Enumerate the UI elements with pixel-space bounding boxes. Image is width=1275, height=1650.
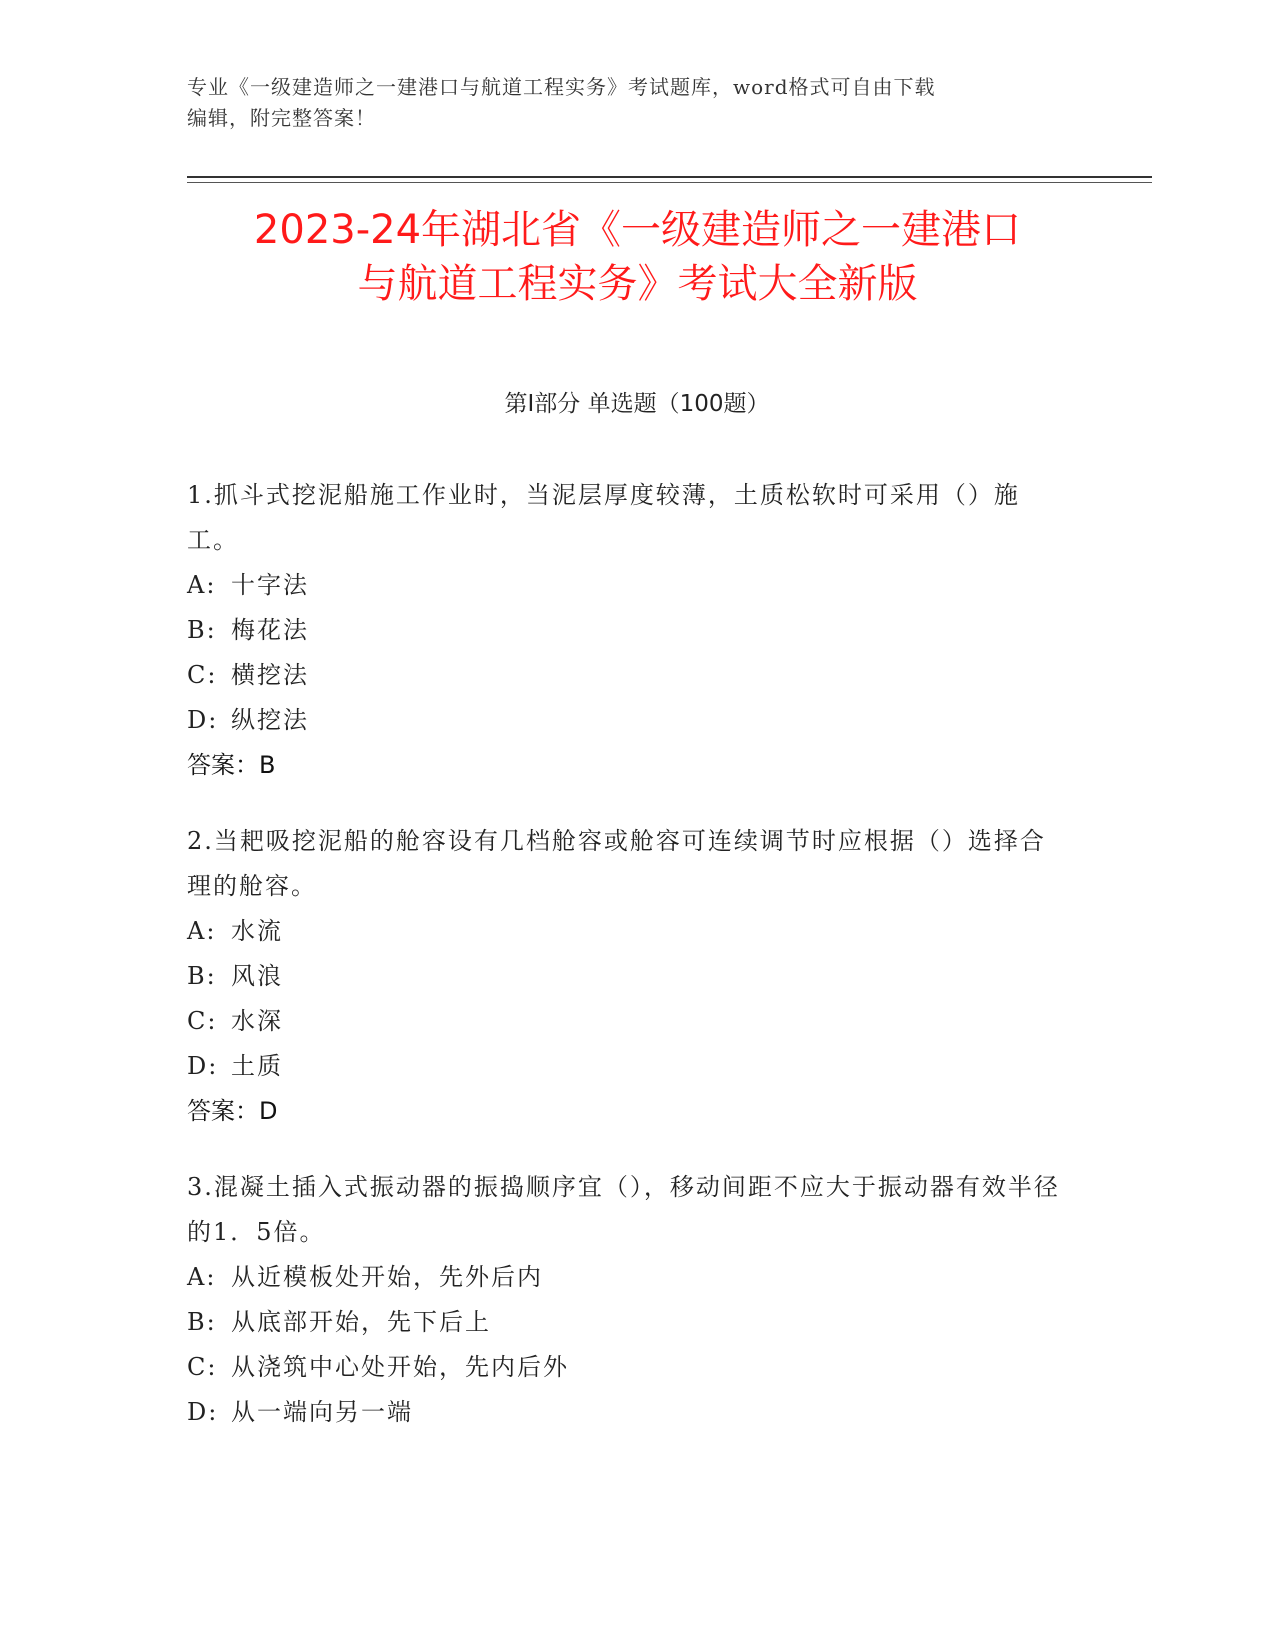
- document-title-line-2: 与航道工程实务》考试大全新版: [357, 261, 918, 307]
- option-text: 从底部开始，先下后上: [231, 1308, 491, 1336]
- header-note: [187, 72, 1067, 134]
- header-note-line-2: 编辑，附完整答案！: [187, 106, 376, 130]
- option-key: C:: [187, 661, 218, 689]
- option-key: B:: [187, 962, 217, 990]
- header-note-line-1: 专业《一级建造师之一建港口与航道工程实务》考试题库，word格式可自由下载: [187, 75, 936, 99]
- option-text: 横挖法: [231, 661, 309, 689]
- option-a: [187, 909, 1067, 954]
- option-key: A:: [187, 1263, 217, 1291]
- option-key: C:: [187, 1007, 218, 1035]
- option-a: [187, 563, 1067, 608]
- header-divider-thick: [187, 176, 1152, 178]
- option-b: [187, 1300, 1067, 1345]
- option-text: 土质: [231, 1052, 283, 1080]
- question-stem: 2.当耙吸挖泥船的舱容设有几档舱容或舱容可连续调节时应根据（）选择合理的舱容。: [187, 827, 1046, 900]
- option-text: 水流: [231, 917, 283, 945]
- option-text: 水深: [231, 1007, 283, 1035]
- option-b: [187, 954, 1067, 999]
- question-2: [187, 819, 1067, 1134]
- option-key: D:: [187, 1398, 219, 1426]
- option-text: 纵挖法: [231, 706, 309, 734]
- option-key: A:: [187, 571, 217, 599]
- header-divider-thin: [187, 182, 1152, 183]
- option-text: 梅花法: [231, 616, 309, 644]
- question-3: [187, 1165, 1067, 1435]
- option-d: [187, 1390, 1067, 1435]
- section-heading: 第Ⅰ部分 单选题（100题）: [504, 391, 770, 417]
- document-title: [170, 203, 1105, 311]
- option-key: C:: [187, 1353, 218, 1381]
- option-d: [187, 1044, 1067, 1089]
- option-text: 从一端向另一端: [231, 1398, 413, 1426]
- option-key: B:: [187, 616, 217, 644]
- answer-label: 答案：D: [187, 1097, 278, 1125]
- option-key: D:: [187, 1052, 219, 1080]
- option-d: [187, 698, 1067, 743]
- option-b: [187, 608, 1067, 653]
- question-1: [187, 473, 1067, 788]
- option-text: 十字法: [231, 571, 309, 599]
- option-c: [187, 1345, 1067, 1390]
- option-key: A:: [187, 917, 217, 945]
- option-c: [187, 999, 1067, 1044]
- question-stem: 1.抓斗式挖泥船施工作业时，当泥层厚度较薄，土质松软时可采用（）施工。: [187, 481, 1020, 554]
- answer-label: 答案：B: [187, 751, 276, 779]
- option-text: 从近模板处开始，先外后内: [231, 1263, 543, 1291]
- option-text: 风浪: [231, 962, 283, 990]
- option-a: [187, 1255, 1067, 1300]
- question-stem: 3.混凝土插入式振动器的振捣顺序宜（），移动间距不应大于振动器有效半径的1．5倍。: [187, 1173, 1060, 1246]
- question-list: [187, 473, 1067, 1466]
- option-text: 从浇筑中心处开始，先内后外: [231, 1353, 569, 1381]
- option-key: B:: [187, 1308, 217, 1336]
- option-c: [187, 653, 1067, 698]
- option-key: D:: [187, 706, 219, 734]
- document-title-line-1: 2023-24年湖北省《一级建造师之一建港口: [253, 207, 1022, 253]
